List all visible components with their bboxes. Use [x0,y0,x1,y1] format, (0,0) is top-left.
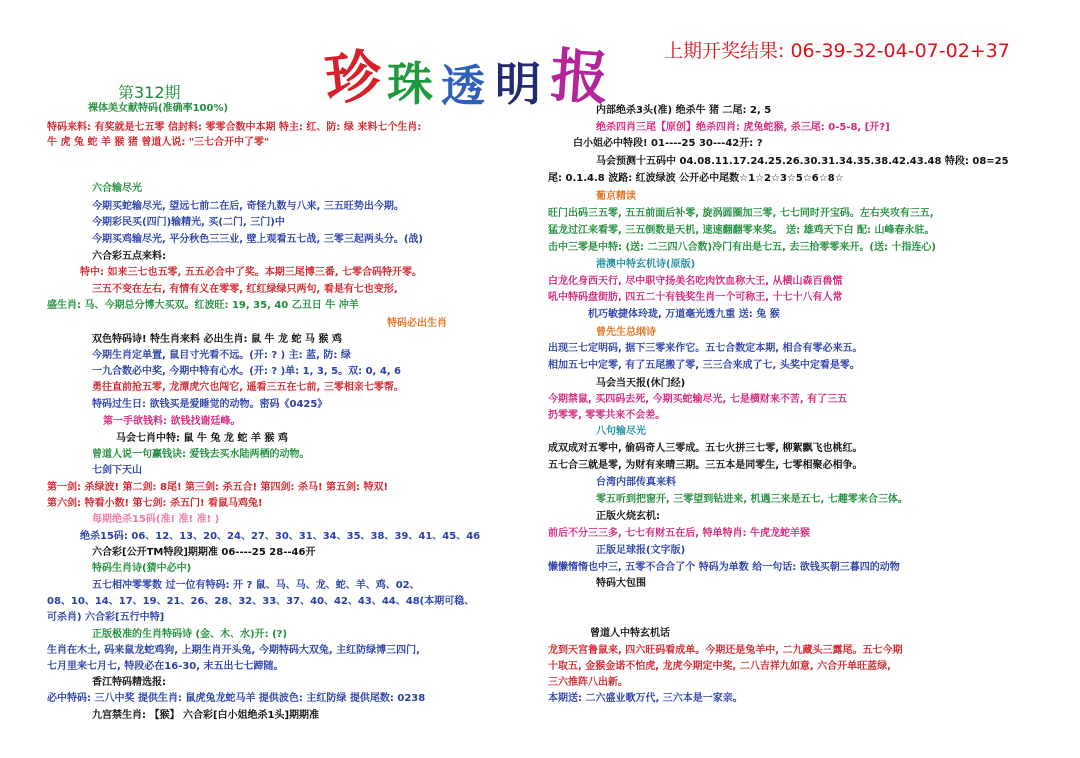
right-line: 曾道人中特玄机话 [590,628,670,639]
left-line: 六合彩五点来料: [92,251,166,262]
left-line: 每期绝杀15码(准! 准! 准! ) [92,514,220,525]
title-char-2: 珠 [387,57,433,111]
right-line: 正版火烧玄机: [596,511,660,522]
left-line: 可杀肖) 六合彩[五行中特] [47,612,165,623]
left-line: 特码必出生肖 [387,318,447,329]
right-line: 三六推阵八出新。 [548,677,628,688]
left-line: 特码来料: 有奖就是七五零 信封料: 零零合数中本期 特主: 红、防: 绿 来料七个生肖: [47,122,422,133]
left-line: 特码生肖诗(猜中必中) [92,563,192,574]
left-line: 三五不变在左右, 有情有义在零零, 红红绿绿只两句, 看是有七也变形, [92,284,398,295]
left-line: 今期买蛇输尽光, 望远七前二在后, 奇怪九数与八来, 三五旺势出今期。 [92,201,404,212]
right-line: 旺门出码三五零, 五五前面后补零, 旋涡圆圈加三零, 七七同时开宝码。左右夹攻有三五, [548,208,934,219]
right-line: 八句输尽光 [596,426,646,437]
left-line: 五七相冲零零数 过一位有特码: 开 ? 鼠、马、马、龙、蛇、羊、鸡、02、 [92,580,420,591]
right-line: 懒懒惰惰也中三, 五零不合合了个 特码为单数 给一句话: 欲钱买朝三暮四的动物 [548,562,900,573]
right-line: 出现三七定明码, 据下三零来作它。五七合数定本期, 相合有零必来五。 [548,343,863,354]
left-line: 六合彩[公开TM特段]期期准 06----25 28--46开 [92,547,316,558]
title-char-1: 珍 [322,42,385,114]
right-line: 零五听到把窗开, 三零望到钻进来, 机遇三来是五七, 七趣零来合三体。 [596,494,908,505]
left-line: 双色特码诗! 特生肖来料 必出生肖: 鼠 牛 龙 蛇 马 猴 鸡 [92,334,342,345]
left-line: 香江特码精选报: [92,677,166,688]
right-line: 击中三零是中特: (送: 二三四八合数)冷门有出是七五, 去三拾零零来开。(送: 十指连心) [548,242,937,253]
left-line: 必中特码: 三八中奖 提供生肖: 鼠虎兔龙蛇马羊 提供波色: 主红防绿 提供尾数: 0238 [47,693,426,704]
right-line: 本期送: 二六盛业歌万代, 三六本是一家亲。 [548,693,743,704]
page-title [322,30,611,114]
right-line: 马会预测十五码中 04.08.11.17.24.25.26.30.31.34.35.38.42.43.48 特段: 08=25 [596,156,1009,167]
left-line: 绝杀15码: 06、12、13、20、24、27、30、31、34、35、38、39、41、45、46 [80,531,481,542]
left-line: 正版极准的生肖特码诗 (金、木、水)开: (?) [92,629,288,640]
left-line: 一九合数必中奖, 今期中特有心水。(开: ? )单: 1, 3, 5。双: 0, 4, 6 [92,366,402,377]
left-line: 牛 虎 兔 蛇 羊 猴 猪 曾道人说: "三七合开中了零" [47,137,270,148]
right-line: 十取五, 金猴金诺不怕虎, 龙虎今期定中奖, 二八吉祥九如意, 六合开单旺蓝绿, [548,661,891,672]
right-line: 五七合三就是零, 为财有来晴三期。三五本是同零生, 七零相聚必相争。 [548,460,863,471]
left-line: 七剑下天山 [92,465,142,476]
right-line: 相加五七中定零, 有了五尾搬了零, 三三合来成了七, 头奖中定看是零。 [548,360,860,371]
right-line: 葡京精读 [596,191,636,202]
left-line: 马会七肖中特: 鼠 牛 兔 龙 蛇 羊 猴 鸡 [116,433,288,444]
left-line: 六合输尽光 [92,183,142,194]
right-line: 马会当天报(休门经) [596,378,686,389]
left-line: 08、10、14、17、19、21、26、28、32、33、37、40、42、43、44、48(本期可稳、 [47,596,475,607]
right-line: 龙到天宫鲁鼠来, 四六旺码看成单。今期还是兔羊中, 二九藏头三露尾。五七今期 [548,645,903,656]
left-line: 特码过生日: 欲钱买是爱睡觉的动物。密码《0425》 [92,399,328,410]
left-line: 第六剑: 特看小数! 第七剑: 杀五门! 看鼠马鸡兔! [47,498,263,509]
left-line: 今期生肖定单置, 鼠目寸光看不远。(开: ? ) 主: 蓝, 防: 绿 [92,350,351,361]
right-line: 成双成对五零中, 偷码奇人三零成。五七火拼三七零, 柳絮飘飞也桃红。 [548,443,863,454]
right-line: 白龙化身西天行, 尽中职守扬美名吃肉饮血称大王, 从横山森百兽慌 [548,276,843,287]
right-line: 今期禁鼠, 买四码去死, 今期买蛇输尽光, 七是横财来不苦, 有了三五 [548,394,848,405]
title-char-4: 明 [495,57,541,111]
right-line: 尾: 0.1.4.8 波路: 红波绿波 公开必中尾数☆1☆2☆3☆5☆6☆8☆ [548,173,844,184]
right-line: 白小姐必中特段! 01----25 30---42开: ? [573,138,763,149]
right-line: 正版足球报(文字版) [596,545,686,556]
left-line: 裸体美女献特码(准确率100%) [88,103,229,114]
right-line: 港澳中特玄机诗(原版) [596,259,696,270]
last-draw-result: 上期开奖结果: 06-39-32-04-07-02+37 [664,40,1010,62]
title-char-3: 透 [441,61,485,112]
left-line: 七月里来七月七, 特段必在16-30, 末五出七七蹄随。 [47,661,284,672]
left-line: 盛生肖: 马、今期总分博大买双。红波旺: 19, 35, 40 乙丑日 牛 冲羊 [47,300,359,311]
right-line: 扔零零, 零零共来不会差。 [548,410,666,421]
right-line: 机巧敏捷体玲珑, 万道毫光透九重 送: 兔 猴 [588,309,780,320]
right-line: 特码大包围 [596,578,646,589]
left-line: 勇往直前抢五零, 龙潭虎穴也闯它, 遥看三五在七前, 三零相亲七零帮。 [92,382,404,393]
title-char-5: 报 [548,41,611,113]
left-line: 今期彩民买(四门)输精光, 买(二门, 三门)中 [92,217,285,228]
right-line: 吼中特码盘街肪, 四五二十有钱奖生肖一个可称王, 十七十八有人常 [548,292,843,303]
left-line: 特中: 如来三七也五零, 五五必合中了奖。本期三尾博三番, 七零合码特开零。 [80,267,423,278]
left-line: 第一剑: 杀绿波! 第二剑: 8尾! 第三剑: 杀五合! 第四剑: 杀马! 第五剑: 特双! [47,482,389,493]
left-line: 第一手欲钱料: 欲钱找谢廷峰。 [103,416,241,427]
left-line: 曾道人说一句赢钱诀: 爱钱去买水陆两栖的动物。 [92,449,310,460]
right-line: 内部绝杀3头(准) 绝杀牛 猪 二尾: 2, 5 [596,105,772,116]
issue-number: 第312期 [118,83,181,102]
left-line: 九宫禁生肖: 【猴】 六合彩[白小姐绝杀1头]期期准 [92,710,320,721]
right-line: 前后不分三三多, 七七有财五在后, 特单特肖: 牛虎龙蛇羊猴 [548,528,811,539]
left-line: 生肖在木土, 码来鼠龙蛇鸡狗, 上期生肖开头兔, 今期特码大双兔, 主红防绿博三四门, [47,645,420,656]
left-line: 今期买鸡输尽光, 平分秋色三三业, 壁上观看五七战, 三零三起两头分。(战) [92,234,423,245]
right-line: 绝杀四肖三尾【原创】绝杀四肖: 虎兔蛇猴, 杀三尾: 0-5-8, [开?] [596,122,890,133]
right-line: 猛龙过江来看零, 三五倒数是天机, 速速翻翻零来奖。 送: 雄鸡天下白 配: 山峰春永驻。 [548,225,935,236]
right-line: 曾先生总纲诗 [596,327,656,338]
right-line: 台湾内部传真来料 [596,477,676,488]
